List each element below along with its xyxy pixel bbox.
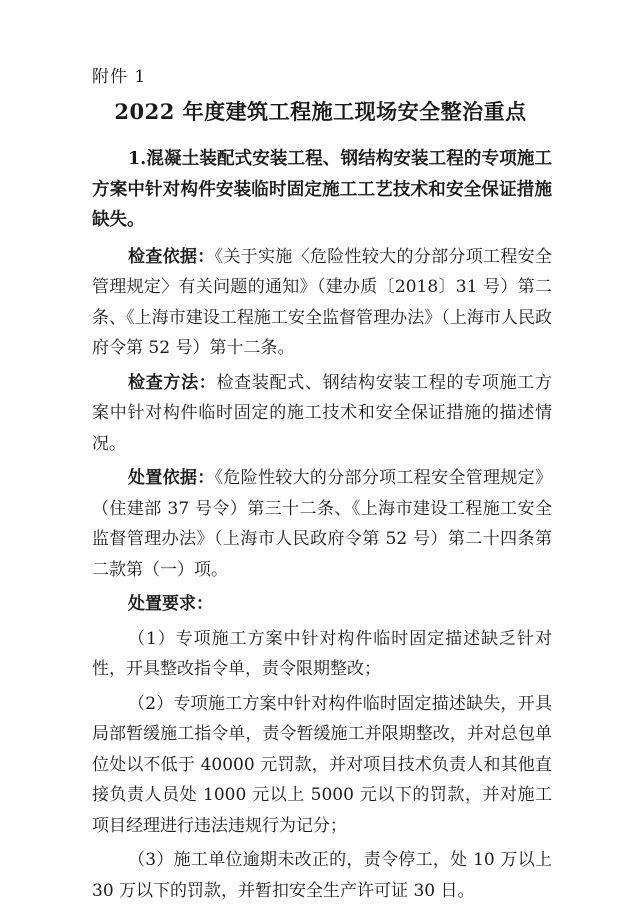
attachment-label: 附件 1 bbox=[92, 67, 147, 87]
requirement-item-2: （2）专项施工方案中针对构件临时固定描述缺失，开具局部暂缓施工指令单，责令暂缓施工并限期整改，并对总包单位处以不低于 40000 元罚款，并对项目技术负责人和其他直接负责人员处 1000 元以上 5000 元以下的罚款，并对施工项目经理进行违法违规行为记分； bbox=[92, 693, 552, 836]
inspection-basis-paragraph bbox=[92, 242, 552, 364]
requirement-item-3: （3）施工单位逾期未改正的，责令停工，处 10 万以上 30 万以下的罚款，并暂扣安全生产许可证 30 日。 bbox=[92, 850, 552, 901]
inspection-basis-label: 检查依据： bbox=[128, 246, 215, 267]
item-heading: 1.混凝土装配式安装工程、钢结构安装工程的专项施工方案中针对构件安装临时固定施工工艺技术和安全保证措施缺失。 bbox=[92, 149, 552, 230]
disposal-basis-label: 处置依据： bbox=[128, 468, 215, 488]
disposal-requirements-paragraph bbox=[92, 589, 552, 620]
disposal-basis-text: 《危险性较大的分部分项工程安全管理规定》（住建部 37 号令）第三十二条、《上海市建设工程施工安全监督管理办法》（上海市人民政府令第 52 号）第二十四条第二款第（一）项。 bbox=[92, 468, 552, 580]
document-body bbox=[92, 144, 552, 910]
inspection-basis-text: 《关于实施〈危险性较大的分部分项工程安全管理规定〉有关问题的通知》（建办质〔2018〕31 号）第二条、《上海市建设工程施工安全监督管理办法》（上海市人民政府令第 52 号）第十二条。 bbox=[92, 246, 552, 358]
document-title: 2022 年度建筑工程施工现场安全整治重点 bbox=[114, 99, 527, 124]
requirement-item-1: （1）专项施工方案中针对构件临时固定描述缺乏针对性，开具整改指令单，责令限期整改； bbox=[92, 628, 552, 679]
disposal-requirements-label: 处置要求： bbox=[128, 594, 213, 614]
disposal-basis-paragraph bbox=[92, 463, 552, 585]
inspection-method-paragraph bbox=[92, 368, 552, 460]
inspection-method-text: 检查装配式、钢结构安装工程的专项施工方案中针对构件临时固定的施工技术和安全保证措施的描述情况。 bbox=[92, 372, 553, 454]
inspection-method-label: 检查方法： bbox=[128, 372, 217, 393]
